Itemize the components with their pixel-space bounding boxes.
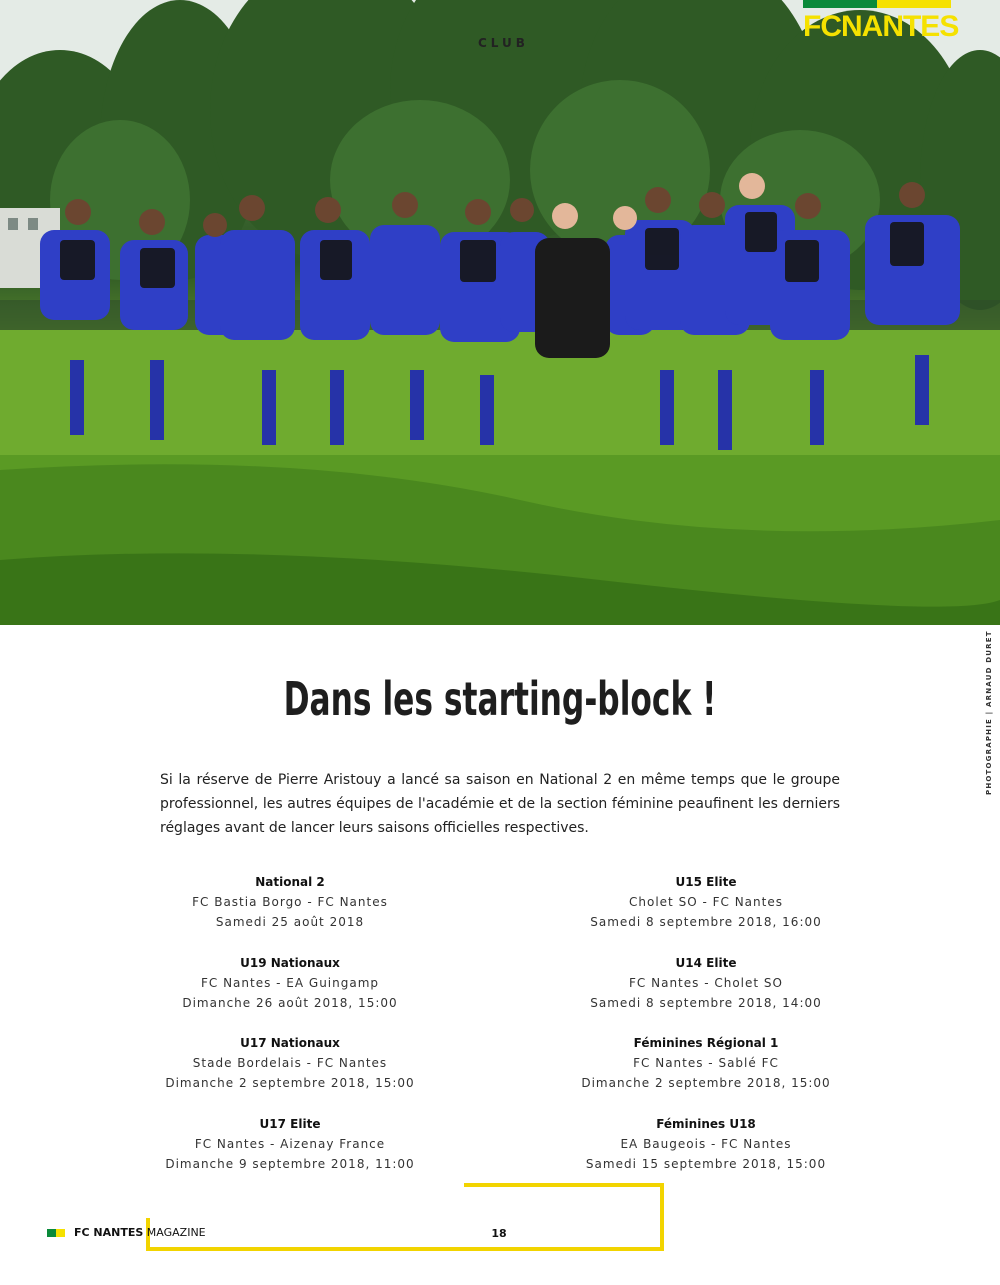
fc-nantes-logo: FCNANTES <box>803 10 959 43</box>
fixture-date: Samedi 25 août 2018 <box>215 915 365 929</box>
fixture-match: FC Nantes - EA Guingamp <box>200 975 380 990</box>
fixture-date: Dimanche 9 septembre 2018, 11:00 <box>165 1156 415 1171</box>
brand-bar-green <box>803 0 877 8</box>
fixture-category: National 2 <box>255 875 325 889</box>
footer-mag-bold: FC NANTES <box>74 1226 144 1239</box>
article-title: Dans les starting-block ! <box>283 672 717 726</box>
fixture-category: U17 Elite <box>259 1116 321 1131</box>
section-label: CLUB <box>478 36 529 50</box>
brand-color-bar <box>803 0 951 8</box>
fixture-item <box>140 1114 440 1195</box>
team-photo <box>0 0 1000 625</box>
fixture-category: U17 Nationaux <box>240 1036 340 1051</box>
fixture-date: Samedi 15 septembre 2018, 15:00 <box>585 1156 827 1171</box>
fixture-match: EA Baugeois - FC Nantes <box>620 1136 792 1151</box>
photo-credit: PHOTOGRAPHIE | ARNAUD DURET <box>985 630 993 795</box>
fixture-date: Dimanche 2 septembre 2018, 15:00 <box>165 1076 415 1091</box>
fixture-category: Féminines U18 <box>656 1116 756 1131</box>
fixture-item <box>140 953 440 1034</box>
page-number: 18 <box>491 1227 507 1240</box>
fixture-match: Stade Bordelais - FC Nantes <box>192 1056 388 1071</box>
fixture-match: FC Bastia Borgo - FC Nantes <box>192 895 388 909</box>
fixture-item <box>556 1033 856 1114</box>
fixture-match: FC Nantes - Aizenay France <box>194 1136 386 1151</box>
fixture-date: Samedi 8 septembre 2018, 16:00 <box>590 915 822 929</box>
fixture-item <box>140 1033 440 1114</box>
fixture-date: Dimanche 26 août 2018, 15:00 <box>182 995 398 1010</box>
fixtures-left-column <box>140 872 440 1194</box>
fixture-date: Dimanche 2 septembre 2018, 15:00 <box>581 1076 831 1091</box>
fixture-date: Samedi 8 septembre 2018, 14:00 <box>590 995 822 1010</box>
fixture-category: U19 Nationaux <box>240 955 340 970</box>
article-intro: Si la réserve de Pierre Aristouy a lancé sa saison en National 2 en même temps que le groupe professionnel, les autres équipes de l'académie et de la section féminine peaufinent les derniers réglages avant de lancer leurs saisons officielles respectives. <box>160 772 840 836</box>
footer-mag-light: MAGAZINE <box>143 1226 206 1239</box>
fixture-item <box>556 872 856 953</box>
footer-magazine-title <box>74 1226 206 1239</box>
team-training-illustration <box>0 0 1000 625</box>
fixtures-right-column <box>556 872 856 1194</box>
fixture-match: FC Nantes - Cholet SO <box>629 975 783 990</box>
footer-flag-icon <box>47 1229 65 1237</box>
fixture-item <box>140 872 440 953</box>
brand-bar-yellow <box>877 0 951 8</box>
fixture-category: U15 Elite <box>675 875 737 889</box>
fixture-category: U14 Elite <box>675 955 737 970</box>
fixture-match: FC Nantes - Sablé FC <box>633 1056 779 1071</box>
decorative-frame-bottom <box>146 1218 664 1251</box>
fixture-item <box>556 953 856 1034</box>
fixture-match: Cholet SO - FC Nantes <box>629 895 783 909</box>
fixture-category: Féminines Régional 1 <box>633 1036 779 1051</box>
